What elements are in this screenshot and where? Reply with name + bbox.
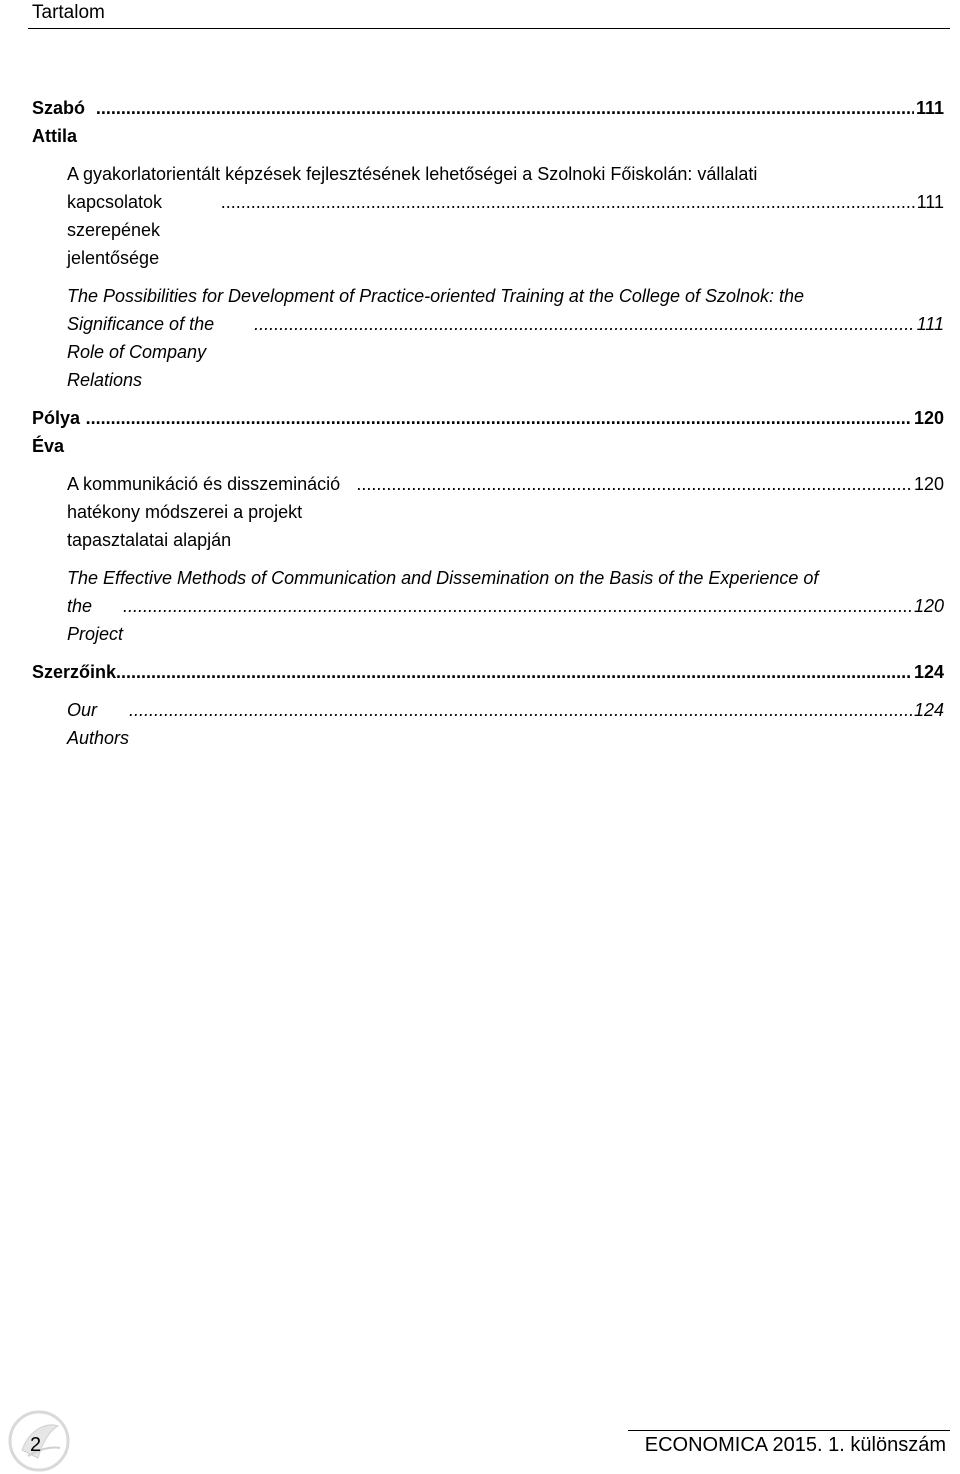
header-title: Tartalom (32, 2, 105, 23)
dot-leader (254, 310, 915, 338)
toc-entry-text: Pólya Éva (32, 408, 81, 456)
dot-leader (116, 658, 912, 686)
toc-page-number: 111 (916, 192, 944, 212)
toc-page-number: 124 (913, 700, 944, 720)
toc-page-number: 120 (913, 596, 944, 616)
dot-leader (123, 592, 912, 620)
footer-divider (628, 1430, 950, 1431)
toc-page-number: 111 (916, 314, 944, 334)
toc-entry-text-line2: kapcsolatok szerepének jelentősége (67, 192, 163, 268)
dot-leader (86, 404, 912, 432)
toc-entry-author[interactable] (32, 404, 944, 460)
toc-entry-text: Szerzőink (32, 662, 117, 682)
toc-entry-author[interactable] (32, 94, 944, 150)
toc-entry-text: Szabó Attila (32, 98, 86, 146)
page-number: 2 (30, 1434, 42, 1456)
dot-leader (129, 696, 912, 724)
toc-entry-article-english[interactable] (32, 564, 944, 648)
journal-issue: ECONOMICA 2015. 1. különszám (644, 1434, 946, 1456)
toc-entry-text-line2: Significance of the Role of Company Relations (67, 314, 215, 390)
dot-leader (356, 470, 912, 498)
toc-entry-text: Our Authors (67, 700, 130, 748)
toc-entry-article-english[interactable] (32, 282, 944, 394)
page-header (28, 0, 950, 29)
toc-page-number: 120 (913, 474, 944, 494)
toc-entry-text: A kommunikáció és disszemináció hatékony módszerei a projekt tapasztalatai alapján (67, 474, 341, 550)
toc-entry-article[interactable] (32, 470, 944, 554)
table-of-contents (32, 94, 944, 762)
toc-entry-text-line1: A gyakorlatorientált képzések fejlesztésének lehetőségei a Szolnoki Főiskolán: vállalati (67, 164, 758, 184)
dot-leader (221, 188, 915, 216)
toc-entry-section-english[interactable] (32, 696, 944, 752)
toc-entry-text-line1: The Effective Methods of Communication and Dissemination on the Basis of the Experience of (67, 568, 819, 588)
toc-page-number: 120 (913, 408, 944, 428)
toc-entry-text-line1: The Possibilities for Development of Practice-oriented Training at the College of Szolnok: the (67, 286, 805, 306)
dot-leader (96, 94, 914, 122)
toc-entry-section[interactable] (32, 658, 944, 686)
toc-entry-text-line2: the Project (67, 596, 124, 644)
toc-page-number: 111 (915, 98, 944, 118)
toc-page-number: 124 (913, 662, 944, 682)
toc-entry-article[interactable] (32, 160, 944, 272)
